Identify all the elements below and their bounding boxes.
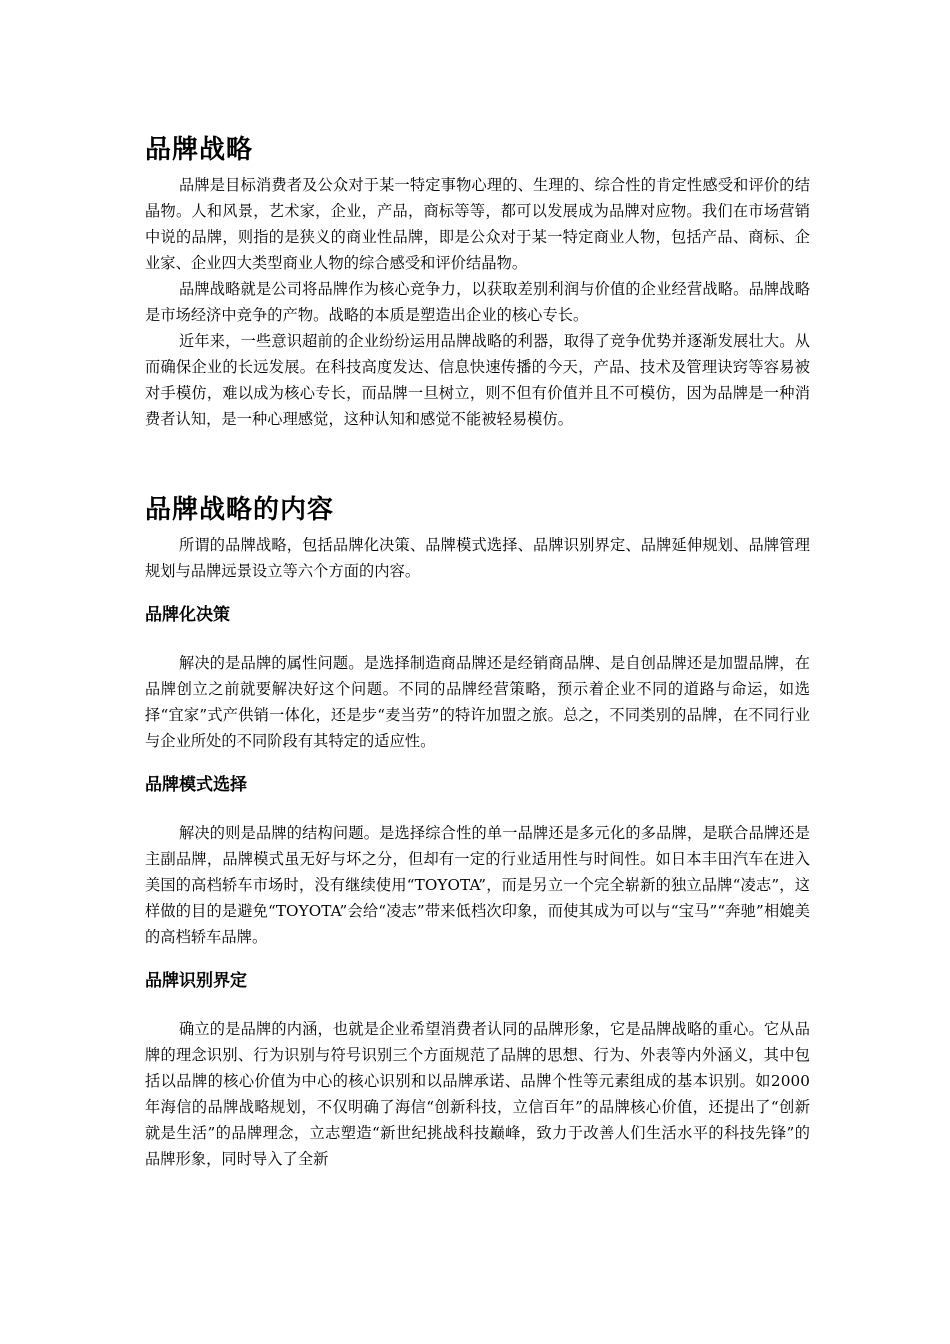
paragraph: 确立的是品牌的内涵，也就是企业希望消费者认同的品牌形象，它是品牌战略的重心。它从品牌的理念识别、行为识别与符号识别三个方面规范了品牌的思想、行为、外表等内外涵义，其中包括以品牌的核心价值为中心的核心识别和以品牌承诺、品牌个性等元素组成的基本识别。如2000年海信的品牌战略规划，不仅明确了海信“创新科技，立信百年”的品牌核心价值，还提出了“创新就是生活”的品牌理念，立志塑造“新世纪挑战科技巅峰，致力于改善人们生活水平的科技先锋”的品牌形象，同时导入了全新 xyxy=(145,1020,810,1168)
document-body xyxy=(145,128,810,1172)
section-intro: 所谓的品牌战略，包括品牌化决策、品牌模式选择、品牌识别界定、品牌延伸规划、品牌管理规划与品牌远景设立等六个方面的内容。 xyxy=(145,536,810,580)
section-title-brand-strategy: 品牌战略 xyxy=(145,135,254,165)
paragraph: 解决的是品牌的属性问题。是选择制造商品牌还是经销商品牌、是自创品牌还是加盟品牌，在品牌创立之前就要解决好这个问题。不同的品牌经营策略，预示着企业不同的道路与命运，如选择“宜家”式产供销一体化，还是步“麦当劳”的特许加盟之旅。总之，不同类别的品牌，在不同行业与企业所处的不同阶段有其特定的适应性。 xyxy=(145,654,810,750)
subsection-title-brand-identity: 品牌识别界定 xyxy=(145,971,247,991)
paragraph: 近年来，一些意识超前的企业纷纷运用品牌战略的利器，取得了竞争优势并逐渐发展壮大。从而确保企业的长远发展。在科技高度发达、信息快速传播的今天，产品、技术及管理诀窍等容易被对手模仿，难以成为核心专长，而品牌一旦树立，则不但有价值并且不可模仿，因为品牌是一种消费者认知，是一种心理感觉，这种认知和感觉不能被轻易模仿。 xyxy=(145,332,810,428)
subsection-title-branding-decision: 品牌化决策 xyxy=(145,605,230,625)
subsection-title-brand-model: 品牌模式选择 xyxy=(145,775,247,795)
section-title-strategy-content: 品牌战略的内容 xyxy=(145,495,335,525)
paragraph: 解决的则是品牌的结构问题。是选择综合性的单一品牌还是多元化的多品牌，是联合品牌还是主副品牌，品牌模式虽无好与坏之分，但却有一定的行业适用性与时间性。如日本丰田汽车在进入美国的高档轿车市场时，没有继续使用“TOYOTA”，而是另立一个完全崭新的独立品牌“凌志”，这样做的目的是避免“TOYOTA”会给“凌志”带来低档次印象，而使其成为可以与“宝马”“奔驰”相媲美的高档轿车品牌。 xyxy=(145,824,810,946)
paragraph: 品牌战略就是公司将品牌作为核心竞争力，以获取差别利润与价值的企业经营战略。品牌战略是市场经济中竞争的产物。战略的本质是塑造出企业的核心专长。 xyxy=(145,280,810,324)
paragraph: 品牌是目标消费者及公众对于某一特定事物心理的、生理的、综合性的肯定性感受和评价的结晶物。人和风景，艺术家，企业，产品，商标等等，都可以发展成为品牌对应物。我们在市场营销中说的品牌，则指的是狭义的商业性品牌，即是公众对于某一特定商业人物，包括产品、商标、企业家、企业四大类型商业人物的综合感受和评价结晶物。 xyxy=(145,176,810,272)
